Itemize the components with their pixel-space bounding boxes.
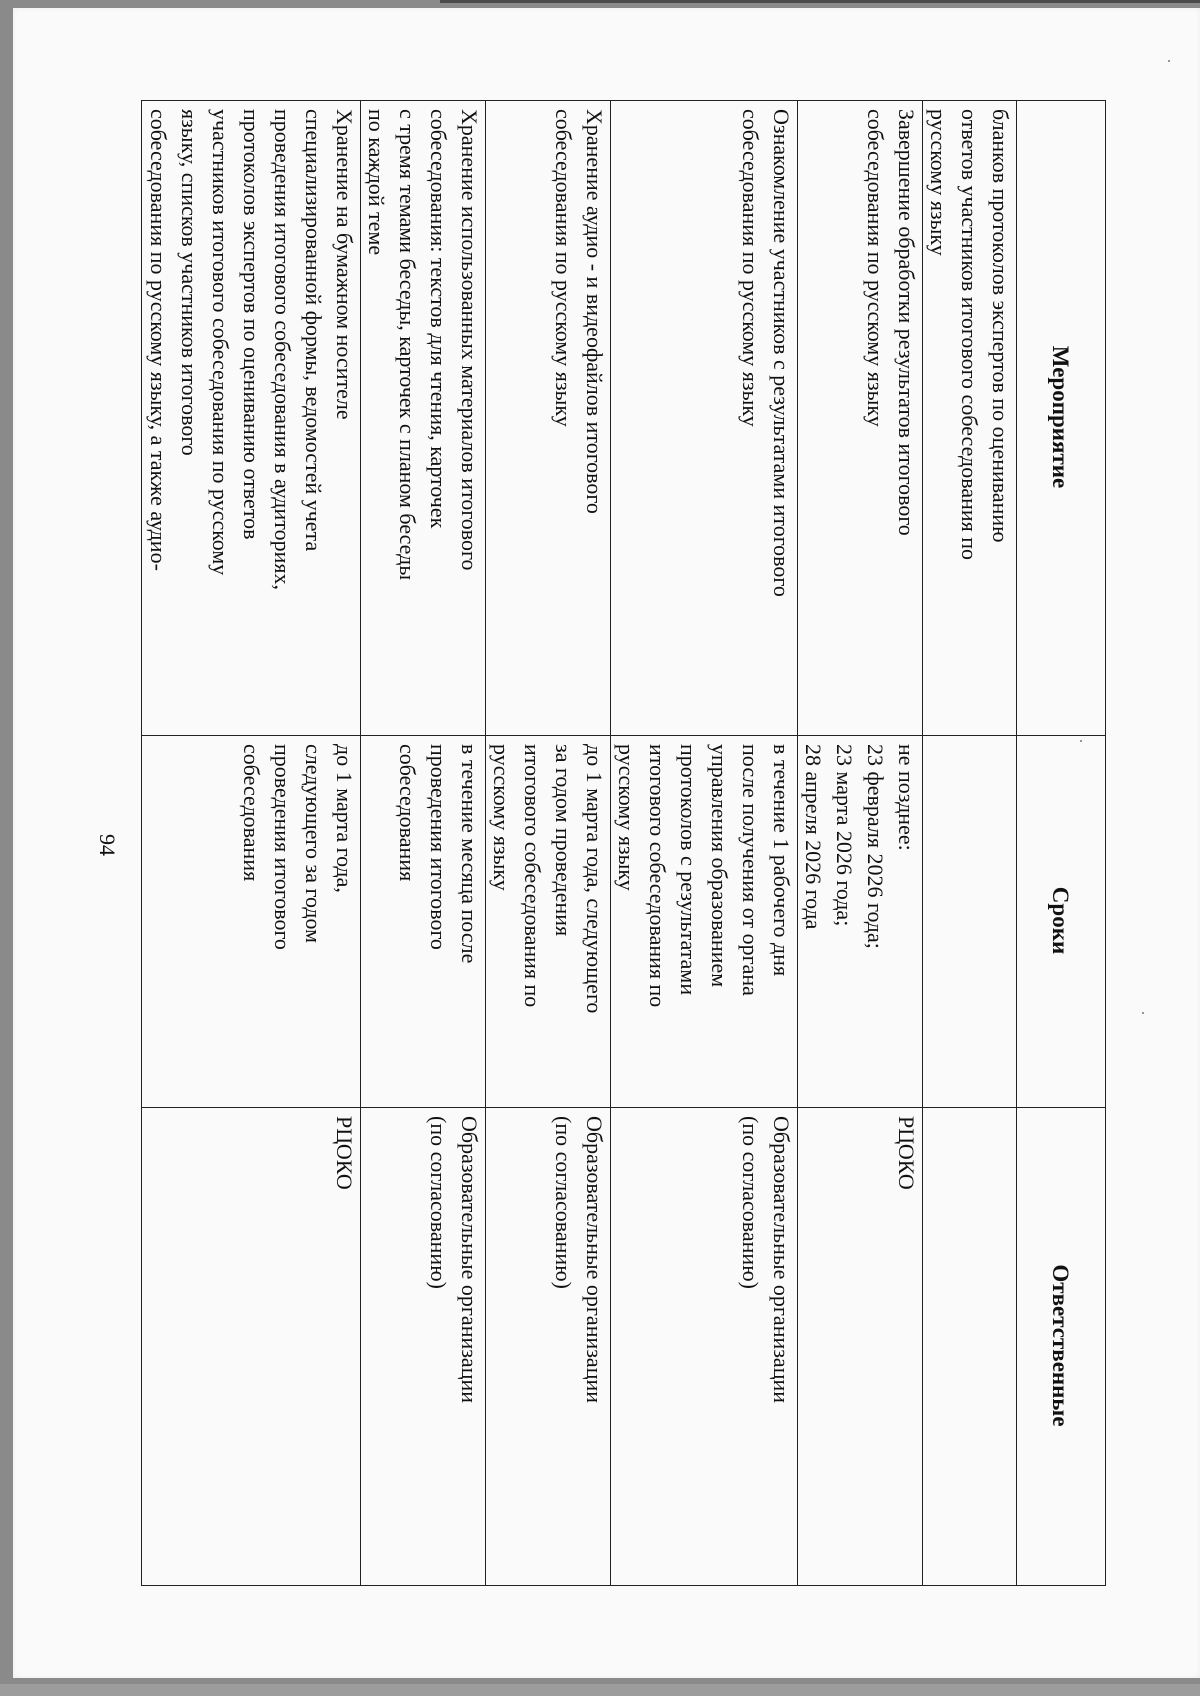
header-responsible: Ответственные xyxy=(1017,1108,1106,1586)
cell-event xyxy=(486,101,611,736)
table-row xyxy=(142,101,361,1586)
scan-speck xyxy=(1142,1012,1144,1014)
cell-responsible xyxy=(486,1108,611,1586)
cell-event-text: Хранение использованных материалов итогового собеседования: текстов для чтения, карточек с тремя темами беседы, карточек с планом беседы по каждой теме xyxy=(364,109,482,581)
cell-deadline xyxy=(611,736,798,1108)
cell-deadline xyxy=(798,736,923,1108)
cell-event-text: Ознакомление участников с результатами итогового собеседования по русскому языку xyxy=(738,109,794,597)
cell-event-text: Хранение на бумажном носителе специализированной формы, ведомостей учета проведения итогового собеседования в аудиториях, протоколов экспертов по оцениванию ответов участников итогового собеседования по русскому языку, списков участников итогового собеседования по русскому языку, а также аудио- xyxy=(146,109,357,590)
cell-responsible xyxy=(798,1108,923,1586)
cell-deadline xyxy=(486,736,611,1108)
table-row xyxy=(361,101,486,1586)
scan-edge-top xyxy=(440,0,1200,3)
cell-event-text: бланков протоколов экспертов по оцениванию ответов участников итогового собеседования по русскому языку xyxy=(926,109,1013,561)
cell-event xyxy=(798,101,923,736)
cell-responsible xyxy=(923,1108,1017,1586)
cell-deadline xyxy=(142,736,361,1108)
cell-responsible xyxy=(361,1108,486,1586)
cell-deadline xyxy=(361,736,486,1108)
table-header-row xyxy=(1017,101,1106,1586)
cell-responsible xyxy=(142,1108,361,1586)
table-row xyxy=(486,101,611,1586)
cell-event xyxy=(923,101,1017,736)
cell-responsible-text: Образовательные организации (по согласованию) xyxy=(738,1116,794,1404)
cell-event xyxy=(142,101,361,736)
cell-deadline-text: в течение 1 рабочего дня после получения от органа управления образованием протоколов с результатами итогового собеседования по русскому языку xyxy=(614,744,794,1008)
rotated-table-container xyxy=(131,100,1106,1585)
table-row xyxy=(798,101,923,1586)
scan-edge-bottom xyxy=(0,1684,1200,1696)
table-row xyxy=(923,101,1017,1586)
cell-responsible xyxy=(611,1108,798,1586)
cell-event-text: Хранение аудио - и видеофайлов итогового собеседования по русскому языку xyxy=(551,109,607,514)
table-row xyxy=(611,101,798,1586)
schedule-table xyxy=(141,100,1106,1586)
cell-event-text: Завершение обработки результатов итогового собеседования по русскому языку xyxy=(863,109,919,536)
cell-responsible-text: РЦОКО xyxy=(332,1116,357,1190)
scan-speck xyxy=(1168,60,1170,62)
cell-event xyxy=(611,101,798,736)
page-number: 94 xyxy=(95,834,120,856)
header-deadline: Сроки xyxy=(1017,736,1106,1108)
cell-responsible-text: РЦОКО xyxy=(894,1116,919,1190)
header-event: Мероприятие xyxy=(1017,101,1106,736)
cell-deadline-text: в течение месяца после проведения итогового собеседования xyxy=(395,744,482,964)
cell-deadline-text: не позднее: 23 февраля 2026 года; 23 марта 2026 года; 28 апреля 2026 года xyxy=(801,744,919,949)
cell-deadline-text: до 1 марта года, следующего за годом проведения итогового собеседования по русскому языку xyxy=(489,744,607,1014)
cell-deadline-text: до 1 марта года, следующего за годом проведения итогового собеседования xyxy=(239,744,357,950)
cell-responsible-text: Образовательные организации (по согласованию) xyxy=(551,1116,607,1404)
cell-responsible-text: Образовательные организации (по согласованию) xyxy=(426,1116,482,1404)
cell-deadline xyxy=(923,736,1017,1108)
cell-event xyxy=(361,101,486,736)
